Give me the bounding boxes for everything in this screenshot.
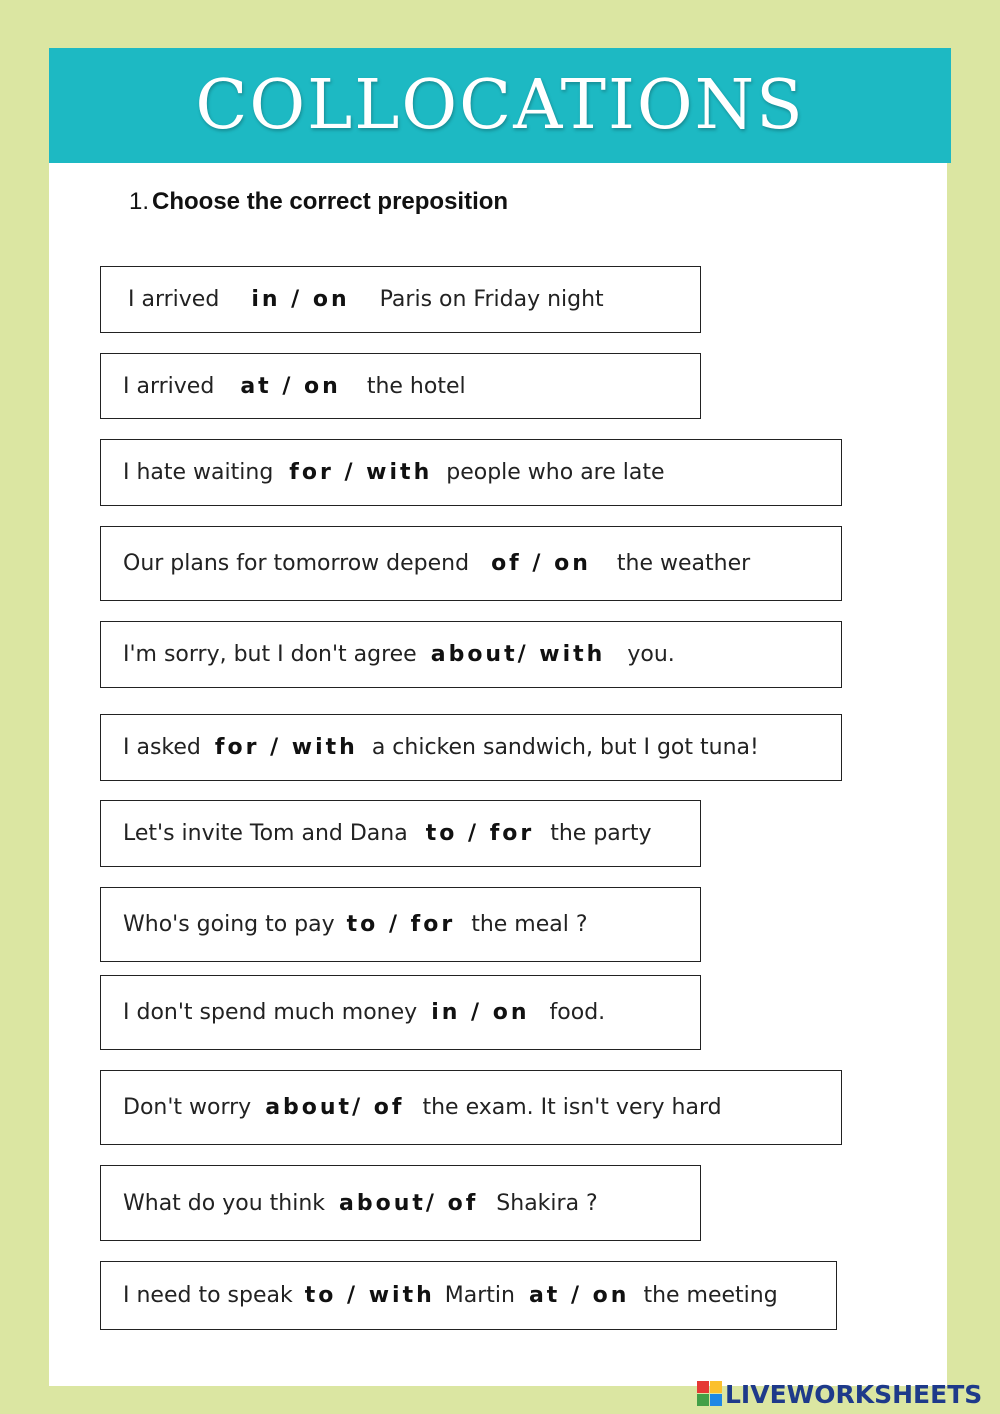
sentence-start: Our plans for tomorrow depend xyxy=(123,551,470,576)
sentence-end: Paris on Friday night xyxy=(379,287,604,312)
sentence-start: I arrived xyxy=(123,373,215,399)
sentence-end: food. xyxy=(549,1000,606,1025)
preposition-choice[interactable]: for / with xyxy=(289,460,433,485)
liveworksheets-logo xyxy=(697,1380,982,1408)
exercise-item-8 xyxy=(100,887,701,962)
preposition-choice[interactable]: for / with xyxy=(214,735,358,760)
title-banner xyxy=(49,48,951,163)
sentence-start: I'm sorry, but I don't agree xyxy=(123,642,417,667)
sentence-start: I hate waiting xyxy=(123,460,274,485)
logo-mark-icon xyxy=(697,1381,723,1407)
instruction-number: 1. xyxy=(129,188,150,215)
exercise-item-1 xyxy=(100,266,701,333)
sentence-end: a chicken sandwich, but I got tuna! xyxy=(371,735,759,760)
sentence-end: the weather xyxy=(616,551,751,576)
sentence-end: the meeting xyxy=(643,1283,778,1308)
preposition-choice[interactable]: of / on xyxy=(491,551,591,576)
preposition-choice[interactable]: at / on xyxy=(240,373,341,399)
exercise-item-4 xyxy=(100,526,842,601)
sentence-start: What do you think xyxy=(123,1190,325,1216)
sentence-middle: Martin xyxy=(444,1283,515,1308)
sentence-start: I don't spend much money xyxy=(123,1000,418,1025)
sentence-start: Don't worry xyxy=(123,1095,252,1120)
sentence-end: the meal ? xyxy=(471,912,588,937)
sentence-end: you. xyxy=(627,642,675,667)
sentence-start: Who's going to pay xyxy=(123,912,335,937)
exercise-item-3 xyxy=(100,439,842,506)
sentence-end: people who are late xyxy=(446,460,665,485)
exercise-item-5 xyxy=(100,621,842,688)
preposition-choice[interactable]: about/ of xyxy=(339,1190,479,1216)
preposition-choice[interactable]: about/ with xyxy=(430,642,606,667)
preposition-choice[interactable]: in / on xyxy=(431,1000,530,1025)
sentence-end: the exam. It isn't very hard xyxy=(422,1095,722,1120)
instruction xyxy=(129,188,508,216)
exercise-item-11 xyxy=(100,1165,701,1241)
preposition-choice-2[interactable]: at / on xyxy=(528,1283,630,1308)
preposition-choice[interactable]: to / for xyxy=(346,912,456,937)
preposition-choice[interactable]: about/ of xyxy=(265,1095,405,1120)
exercise-item-6 xyxy=(100,714,842,781)
exercise-item-10 xyxy=(100,1070,842,1145)
exercise-item-9 xyxy=(100,975,701,1050)
exercise-item-2 xyxy=(100,353,701,419)
exercise-item-7 xyxy=(100,800,701,867)
instruction-text: Choose the correct preposition xyxy=(152,188,509,215)
logo-text: LIVEWORKSHEETS xyxy=(725,1379,983,1409)
preposition-choice[interactable]: in / on xyxy=(251,287,350,312)
sentence-end: Shakira ? xyxy=(496,1190,598,1216)
sentence-start: I asked xyxy=(123,735,201,760)
preposition-choice[interactable]: to / for xyxy=(425,821,535,846)
sentence-end: the hotel xyxy=(366,373,466,399)
sentence-end: the party xyxy=(550,821,652,846)
exercise-item-12 xyxy=(100,1261,837,1330)
preposition-choice[interactable]: to / with xyxy=(304,1283,435,1308)
sentence-start: I arrived xyxy=(128,287,220,312)
sentence-start: Let's invite Tom and Dana xyxy=(123,821,408,846)
sentence-start: I need to speak xyxy=(123,1283,293,1308)
page-title: COLLOCATIONS xyxy=(195,66,805,145)
